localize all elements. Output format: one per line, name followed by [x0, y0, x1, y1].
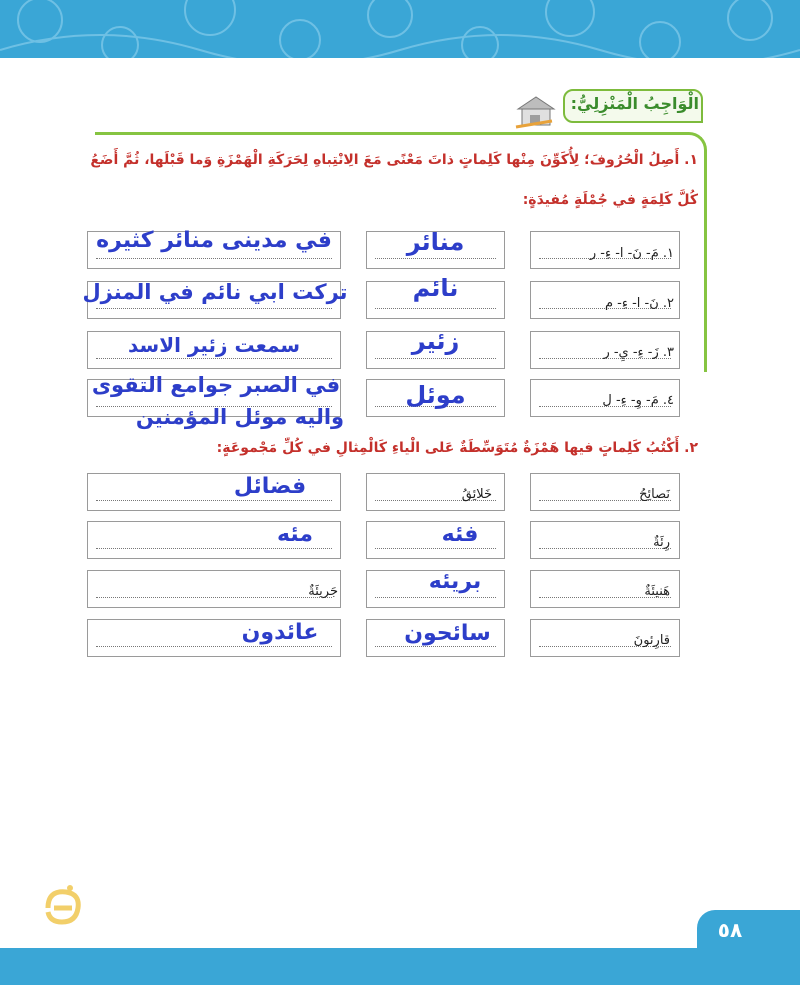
homework-title: الْوَاجِبُ الْمَنْزِلِيُّ: — [570, 94, 699, 113]
word-answer-2: نائم — [412, 274, 459, 302]
middle-example-1: خَلائِقُ — [461, 487, 492, 502]
left-example-3: جَريئَةٌ — [308, 584, 338, 599]
given-word-4: قارِئونَ — [633, 633, 670, 648]
sentence-answer-4-line2: واليه موئل المؤمنين — [135, 405, 345, 429]
sentence-answer-3: سمعت زئير الاسد — [127, 333, 301, 357]
given-word-2: رِئَةٌ — [653, 535, 670, 550]
publisher-logo-icon — [40, 882, 86, 930]
page-number: ٥٨ — [717, 918, 743, 942]
letters-text-2: ٢. نَ- ا- ءِ- م — [604, 296, 674, 311]
footer-band — [0, 948, 800, 985]
given-word-3: هَنيئَةٌ — [644, 584, 670, 599]
exercise1-instruction-line1: ١. أَصِلُ الْحُرُوفَ؛ لِأُكَوِّنَ مِنْها كَلِماتٍ ذاتَ مَعْنًى مَعَ الِانْتِباهِ لِحَرَكَةِ الْهَمْزَةِ وَما قَبْلَها، ثُمَّ أَضَعُ — [90, 152, 698, 168]
letters-text-1: ١. مَ- نَ- ا- ءِ- ر — [589, 246, 674, 261]
letters-text-4: ٤. مَ- وِ- ءِ- ل — [602, 393, 674, 408]
middle-answer-2: فئه — [441, 522, 479, 547]
left-box-3[interactable] — [87, 570, 341, 608]
sentence-answer-4-line1: في الصبر جوامع التقوى — [91, 373, 341, 397]
header-band — [0, 0, 800, 58]
given-word-1: نَصائِحُ — [639, 487, 670, 502]
exercise2-instruction: ٢. أَكْتُبُ كَلِماتٍ فيها هَمْزَةٌ مُتَوَسِّطَةٌ عَلى الْياءِ كَالْمِثالِ في كُلِّ مَجْموعَةٍ: — [216, 440, 698, 456]
word-answer-1: منائر — [406, 228, 465, 256]
left-answer-4: عائدون — [241, 620, 319, 645]
word-answer-4: موئل — [405, 381, 466, 409]
sentence-answer-1: في مدينى منائر كثيره — [96, 228, 332, 253]
letters-text-3: ٣. زَ- ءِ- يِ- ر — [603, 345, 674, 360]
header-pattern — [0, 0, 800, 58]
left-answer-2: مئه — [277, 522, 313, 547]
middle-answer-3: بريئه — [428, 569, 482, 594]
sentence-answer-2: تركت ابي نائم في المنزل — [82, 280, 348, 304]
word-answer-3: زئير — [411, 327, 460, 355]
exercise1-instruction-line2: كُلَّ كَلِمَةٍ في جُمْلَةٍ مُفيدَةٍ: — [522, 192, 698, 208]
left-answer-1: فضائل — [233, 474, 307, 499]
house-book-icon — [512, 91, 558, 131]
middle-answer-4: سائحون — [404, 621, 491, 646]
